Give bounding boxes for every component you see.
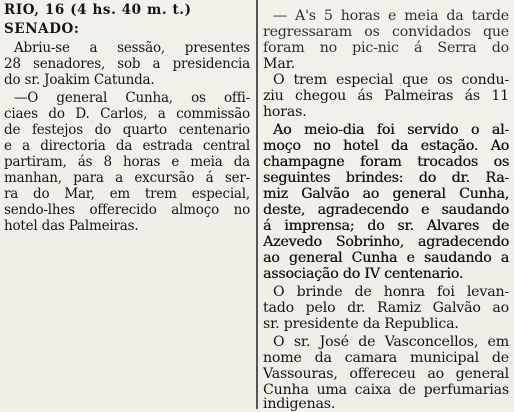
text-line: champagne foram trocados os xyxy=(263,154,509,170)
dateline: RIO, 16 (4 hs. 40 m. t.) xyxy=(4,2,192,18)
text-line: ciaes do D. Carlos, a commissão xyxy=(4,106,250,122)
text-line: hotel das Palmeiras. xyxy=(4,218,139,234)
text-line: Vassouras, offereceu ao general xyxy=(263,366,509,382)
text-line: seguintes brindes: do dr. Ra- xyxy=(263,170,509,186)
text-line: O sr. José de Vasconcellos, em xyxy=(273,334,509,350)
text-line: partiram, ás 8 horas e meia da xyxy=(4,154,250,170)
text-line: deste, agradecendo e saudando xyxy=(263,202,509,218)
text-line: moço no hotel da estação. Ao xyxy=(263,138,509,154)
text-line: Abriu-se a sessão, presentes xyxy=(14,40,250,56)
text-line: ao general Cunha e saudando a xyxy=(263,250,509,266)
text-line: á imprensa; do sr. Alvares de xyxy=(263,218,509,234)
text-line: miz Galvão ao general Cunha, xyxy=(263,186,509,202)
text-line: O trem especial que os condu- xyxy=(273,72,509,88)
text-line: Ao meio-dia foi servido o al- xyxy=(273,122,509,138)
text-line: ra do Mar, em trem especial, xyxy=(4,186,250,202)
text-line: regressaram os convidados que xyxy=(263,24,509,40)
text-line: indigenas. xyxy=(263,396,336,412)
text-line: foram no pic-nic á Serra do xyxy=(263,40,509,56)
text-line: e a directoria da estrada central xyxy=(4,138,250,154)
text-line: tado pelo dr. Ramiz Galvão ao xyxy=(263,300,509,316)
text-line: sr. presidente da Republica. xyxy=(263,316,459,332)
text-line: do sr. Joakim Catunda. xyxy=(4,72,155,88)
text-line: 28 senadores, sob a presidencia xyxy=(4,56,250,72)
text-line: manhan, para a excursão á ser- xyxy=(4,170,250,186)
text-line: horas. xyxy=(263,104,307,120)
text-line: —O general Cunha, os offi- xyxy=(14,90,250,106)
column-divider xyxy=(256,0,258,409)
text-line: ziu chegou ás Palmeiras ás 11 xyxy=(263,88,509,104)
section-heading: SENADO: xyxy=(4,21,80,37)
text-line: sendo-lhes offerecido almoço no xyxy=(4,202,250,218)
text-line: Cunha uma caixa de perfumarias xyxy=(263,382,509,398)
text-line: de festejos do quarto centenario xyxy=(4,122,250,138)
text-line: O brinde de honra foi levan- xyxy=(273,284,509,300)
text-line: Azevedo Sobrinho, agradecendo xyxy=(263,234,509,250)
text-line: Mar. xyxy=(263,56,295,72)
text-line: — A's 5 horas e meia da tarde xyxy=(273,8,509,24)
text-line: associação do IV centenario. xyxy=(263,266,464,282)
text-line: nome da camara municipal de xyxy=(263,350,509,366)
